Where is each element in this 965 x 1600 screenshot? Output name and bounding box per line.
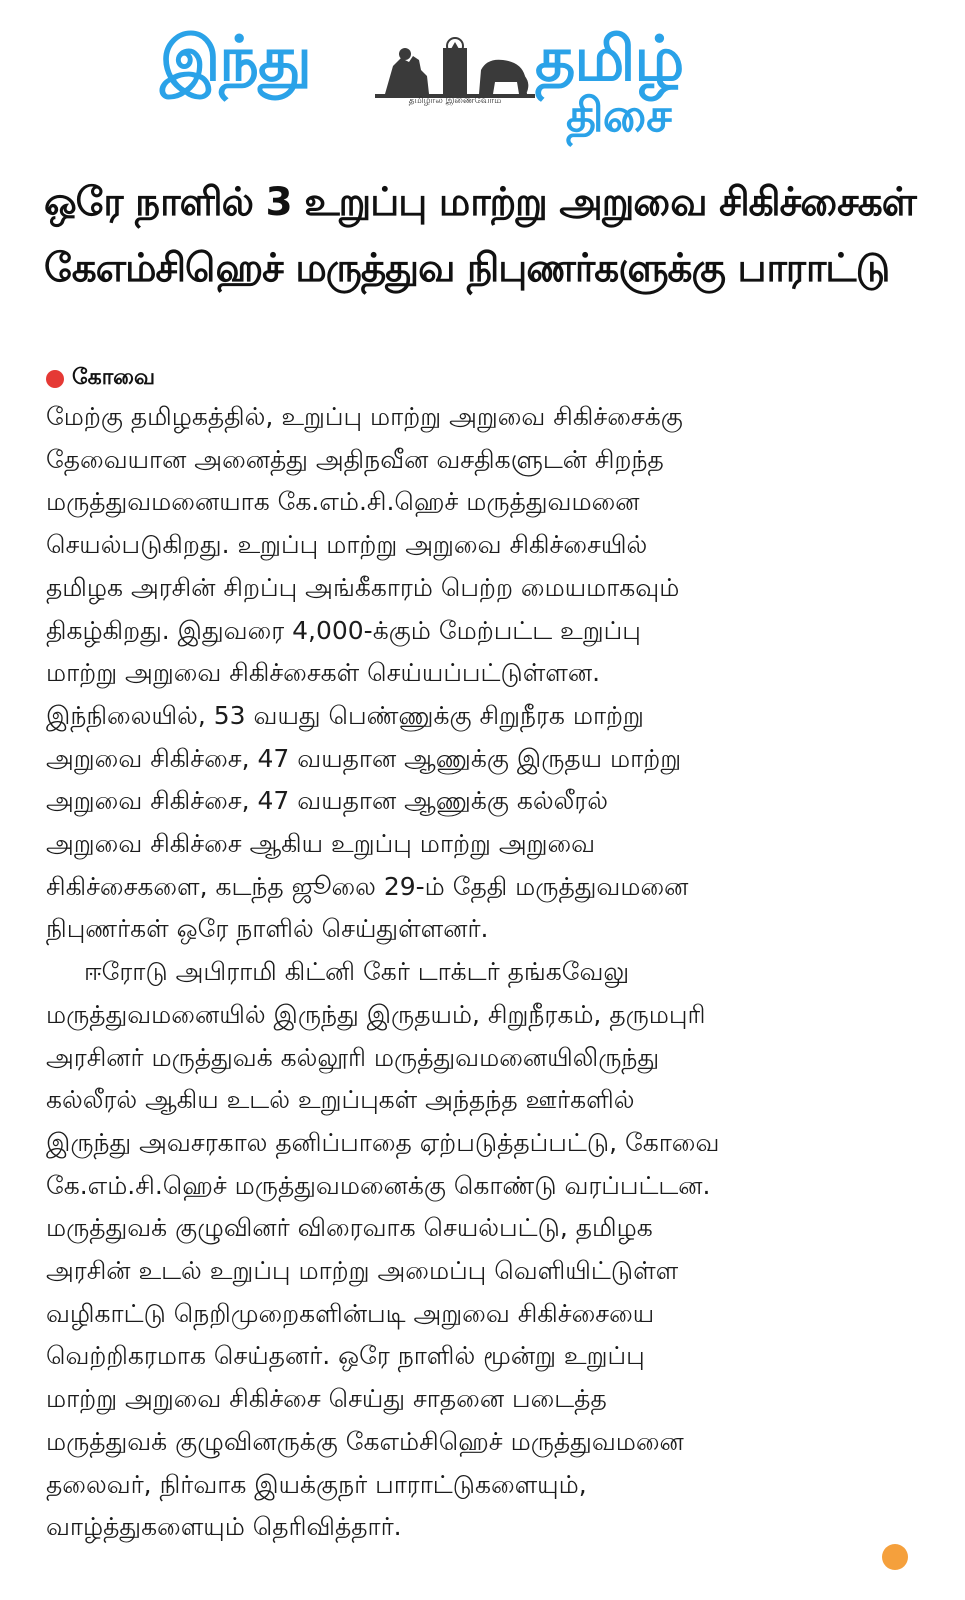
masthead bbox=[0, 0, 965, 160]
text-line: அறுவை சிகிச்சை ஆகிய உறுப்பு மாற்று அறுவை bbox=[46, 829, 596, 859]
text-line: இருந்து அவசரகால தனிப்பாதை ஏற்படுத்தப்பட்டு, கோவை bbox=[46, 1127, 720, 1157]
dateline-dot-icon bbox=[46, 370, 64, 388]
text-line: நிபுணர்கள் ஒரே நாளில் செய்துள்ளனர். bbox=[46, 914, 489, 944]
brand-name-left: இந்து bbox=[160, 22, 311, 95]
text-line: மருத்துவமனையாக கே.எம்.சி.ஹெச் மருத்துவமனை bbox=[46, 487, 640, 517]
text-line: வெற்றிகரமாக செய்தனர். ஒரே நாளில் மூன்று உறுப்பு bbox=[46, 1341, 645, 1371]
text-line: அறுவை சிகிச்சை, 47 வயதான ஆணுக்கு கல்லீரல் bbox=[46, 786, 609, 816]
text-line: செயல்படுகிறது. உறுப்பு மாற்று அறுவை சிகிச்சையில் bbox=[46, 530, 648, 560]
masthead-tagline: தமிழால் இணைவோம் bbox=[408, 96, 502, 106]
dateline bbox=[46, 364, 155, 394]
brand-name-right: தமிழ் bbox=[535, 22, 684, 95]
text-line: தேவையான அனைத்து அதிநவீன வசதிகளுடன் சிறந்த bbox=[46, 444, 664, 474]
text-line: கே.எம்.சி.ஹெச் மருத்துவமனைக்கு கொண்டு வரப்பட்டன. bbox=[46, 1170, 711, 1200]
text-line: வழிகாட்டு நெறிமுறைகளின்படி அறுவை சிகிச்சையை bbox=[46, 1298, 655, 1328]
text-line: இந்நிலையில், 53 வயது பெண்ணுக்கு சிறுநீரக மாற்று bbox=[46, 700, 644, 730]
text-line: ஈரோடு அபிராமி கிட்னி கேர் டாக்டர் தங்கவேலு bbox=[84, 957, 630, 987]
text-line: மேற்கு தமிழகத்தில், உறுப்பு மாற்று அறுவை சிகிச்சைக்கு bbox=[46, 402, 683, 431]
text-line: சிகிச்சைகளை, கடந்த ஜூலை 29-ம் தேதி மருத்துவமனை bbox=[46, 871, 689, 901]
text-line: வாழ்த்துகளையும் தெரிவித்தார். bbox=[46, 1512, 402, 1542]
text-line: அரசின் உடல் உறுப்பு மாற்று அமைப்பு வெளியிட்டுள்ள bbox=[46, 1256, 679, 1286]
text-line: மருத்துவக் குழுவினருக்கு கேஎம்சிஹெச் மருத்துவமனை bbox=[46, 1426, 684, 1456]
text-line: அரசினர் மருத்துவக் கல்லூரி மருத்துவமனையிலிருந்து bbox=[46, 1042, 660, 1072]
text-line: அறுவை சிகிச்சை, 47 வயதான ஆணுக்கு இருதய மாற்று bbox=[46, 743, 682, 773]
text-line: மருத்துவமனையில் இருந்து இருதயம், சிறுநீரகம், தருமபுரி bbox=[46, 999, 706, 1029]
paragraph-2 bbox=[46, 951, 921, 1549]
article-end-dot-icon bbox=[882, 1544, 908, 1570]
dateline-location: கோவை bbox=[72, 365, 156, 390]
text-line: தலைவர், நிர்வாக இயக்குநர் பாராட்டுகளையும், bbox=[46, 1469, 587, 1499]
text-line: தமிழக அரசின் சிறப்பு அங்கீகாரம் பெற்ற மையமாகவும் bbox=[46, 572, 680, 602]
brand-name-sub: திசை bbox=[566, 88, 671, 142]
headline-line: கேஎம்சிஹெச் மருத்துவ நிபுணர்களுக்கு பாராட்டு bbox=[44, 246, 890, 291]
text-line: மாற்று அறுவை சிகிச்சை செய்து சாதனை படைத்த bbox=[46, 1384, 607, 1414]
text-line: கல்லீரல் ஆகிய உடல் உறுப்புகள் அந்தந்த ஊர்களில் bbox=[46, 1085, 635, 1115]
text-line: திகழ்கிறது. இதுவரை 4,000-க்கும் மேற்பட்ட உறுப்பு bbox=[46, 615, 641, 645]
article-headline bbox=[44, 170, 924, 302]
article-body bbox=[46, 396, 921, 1549]
text-line: மருத்துவக் குழுவினர் விரைவாக செயல்பட்டு, தமிழக bbox=[46, 1213, 653, 1243]
headline-line: ஒரே நாளில் 3 உறுப்பு மாற்று அறுவை சிகிச்சைகள் bbox=[44, 180, 916, 225]
paragraph-1 bbox=[46, 396, 921, 951]
text-line: மாற்று அறுவை சிகிச்சைகள் செய்யப்பட்டுள்ளன. bbox=[46, 658, 601, 688]
